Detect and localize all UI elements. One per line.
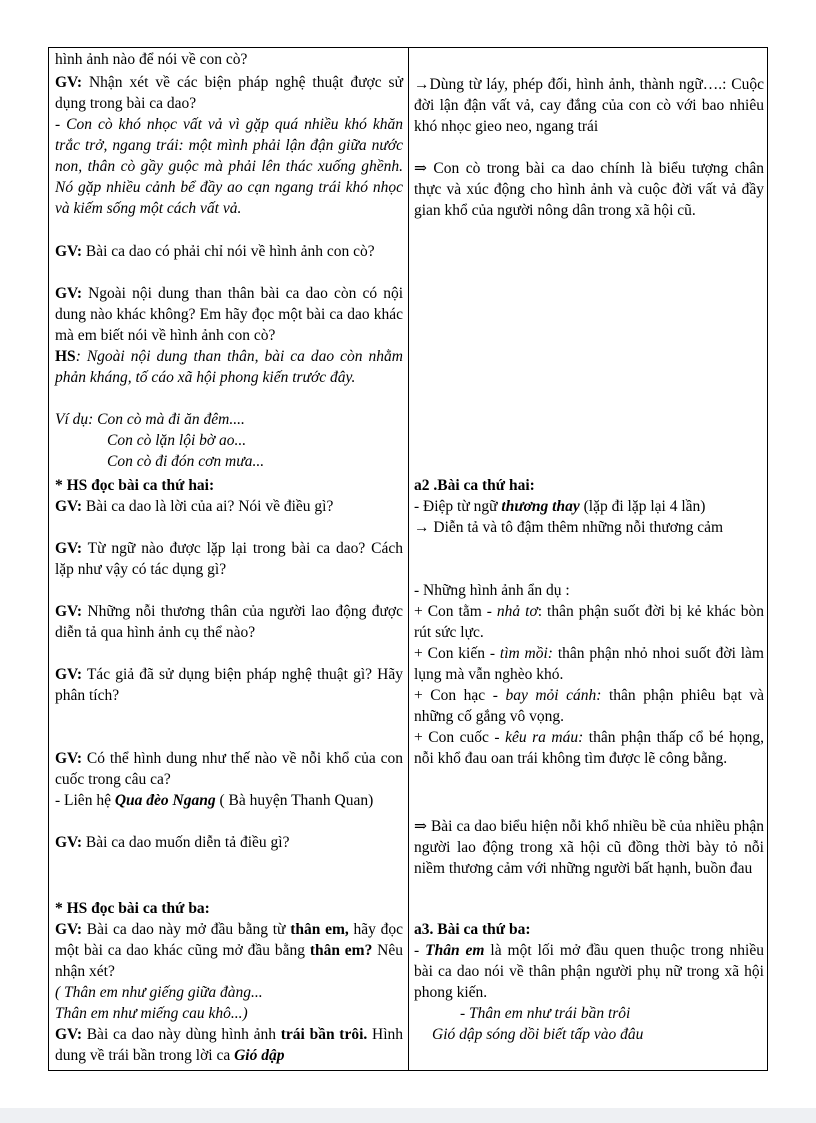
teacher-question: GV: Bài ca dao muốn diễn tả điều gì? xyxy=(55,834,290,851)
section-heading: * HS đọc bài ca thứ hai: xyxy=(55,477,215,494)
page-footer-bar xyxy=(0,1108,816,1123)
content-column xyxy=(414,48,764,1070)
teacher-question: GV: Nhận xét về các biện pháp nghệ thuật được sử dụng trong bài ca dao? xyxy=(55,74,403,112)
content-text: - Điệp từ ngữ thương thay (lặp đi lặp lại 4 lần) xyxy=(414,498,706,515)
example-line: Ví dụ: Con cò mà đi ăn đêm.... xyxy=(55,411,245,428)
example-line: Con cò lặn lội bờ ao... xyxy=(107,432,247,449)
content-text: - Những hình ảnh ẩn dụ : xyxy=(414,582,570,599)
content-text: →Dùng từ láy, phép đối, hình ảnh, thành ngữ….: Cuộc đời lận đận vất vả, cay đắng của con cò với bao nhiêu khó nhọc gieo neo, ngang trái xyxy=(414,76,764,135)
section-heading: * HS đọc bài ca thứ ba: xyxy=(55,900,210,917)
conclusion-text: ⇒ Con cò trong bài ca dao chính là biểu tượng chân thực và xúc động cho hình ảnh và cuộc đời vất vả đầy gian khổ của người nông dân trong xã hội cũ. xyxy=(414,160,764,219)
content-text: → Diễn tả và tô đậm thêm những nỗi thương cảm xyxy=(414,519,724,536)
teacher-question: GV: Từ ngữ nào được lặp lại trong bài ca dao? Cách lặp như vậy có tác dụng gì? xyxy=(55,540,403,578)
teacher-question: GV: Ngoài nội dung than thân bài ca dao còn có nội dung nào khác không? Em hãy đọc một bài ca dao khác mà em biết nói về hình ảnh con cò? xyxy=(55,285,403,344)
student-answer: HS: Ngoài nội dung than thân, bài ca dao còn nhằm phản kháng, tố cáo xã hội phong kiến trước đây. xyxy=(55,348,403,386)
question-line: hình ảnh nào để nói về con cò? xyxy=(55,51,248,68)
example-line: Thân em như miếng cau khô...) xyxy=(55,1005,248,1022)
teacher-question: GV: Tác giả đã sử dụng biện pháp nghệ thuật gì? Hãy phân tích? xyxy=(55,666,403,704)
column-divider xyxy=(408,48,409,1070)
teacher-question: GV: Những nỗi thương thân của người lao động được diễn tả qua hình ảnh cụ thể nào? xyxy=(55,603,403,641)
example-line: Con cò đi đón cơn mưa... xyxy=(107,453,265,470)
teacher-question: GV: Bài ca dao này dùng hình ảnh trái bần trôi. Hình dung về trái bần trong lời ca Gió dập xyxy=(55,1026,404,1064)
answer-text: - Con cò khó nhọc vất vả vì gặp quá nhiều khó khăn trắc trở, ngang trái: một mình phải lận đận giữa nước non, thân cò gầy guộc mà phải lên thác xuống ghềnh. Nó gặp nhiều cảnh bể đầy ao cạn ngang trái khó nhọc và kiếm sống một cách vất vả. xyxy=(55,116,403,217)
metaphor-item: + Con tằm - nhả tơ: thân phận suốt đời bị kẻ khác bòn rút sức lực. xyxy=(414,603,764,641)
metaphor-item: + Con hạc - bay mỏi cánh: thân phận phiêu bạt và những cố gắng vô vọng. xyxy=(414,687,764,725)
section-heading: a2 .Bài ca thứ hai: xyxy=(414,477,535,494)
teacher-question: GV: Có thể hình dung như thế nào về nỗi khổ của con cuốc trong câu ca? xyxy=(55,750,403,788)
verse-line: Gió dập sóng dồi biết tấp vào đâu xyxy=(432,1026,644,1043)
verse-line: - Thân em như trái bần trôi xyxy=(460,1005,631,1022)
teacher-question: GV: Bài ca dao có phải chỉ nói về hình ảnh con cò? xyxy=(55,243,375,260)
metaphor-item: + Con cuốc - kêu ra máu: thân phận thấp cổ bé họng, nỗi khổ đau oan trái không tìm được lẽ công bằng. xyxy=(414,729,764,767)
content-text: - Thân em là một lối mở đầu quen thuộc trong nhiều bài ca dao nói về thân phận người phụ nữ trong xã hội phong kiến. xyxy=(414,942,764,1001)
conclusion-text: ⇒ Bài ca dao biểu hiện nỗi khổ nhiều bề của nhiều phận người lao động trong xã hội cũ đồng thời bày tỏ nỗi niềm thương cảm với những người bất hạnh, buồn đau xyxy=(414,818,764,877)
lesson-table xyxy=(48,47,768,1071)
teacher-question: GV: Bài ca dao này mở đầu bằng từ thân em, hãy đọc một bài ca dao khác cũng mở đầu bằng thân em? Nêu nhận xét? xyxy=(55,921,403,980)
teacher-student-column xyxy=(55,48,403,1070)
section-heading: a3. Bài ca thứ ba: xyxy=(414,921,531,938)
teacher-question: GV: Bài ca dao là lời của ai? Nói về điều gì? xyxy=(55,498,334,515)
reference-line: - Liên hệ Qua đèo Ngang ( Bà huyện Thanh Quan) xyxy=(55,792,374,809)
metaphor-item: + Con kiến - tìm mồi: thân phận nhỏ nhoi suốt đời làm lụng mà vẫn nghèo khó. xyxy=(414,645,764,683)
example-line: ( Thân em như giếng giữa đàng... xyxy=(55,984,263,1001)
